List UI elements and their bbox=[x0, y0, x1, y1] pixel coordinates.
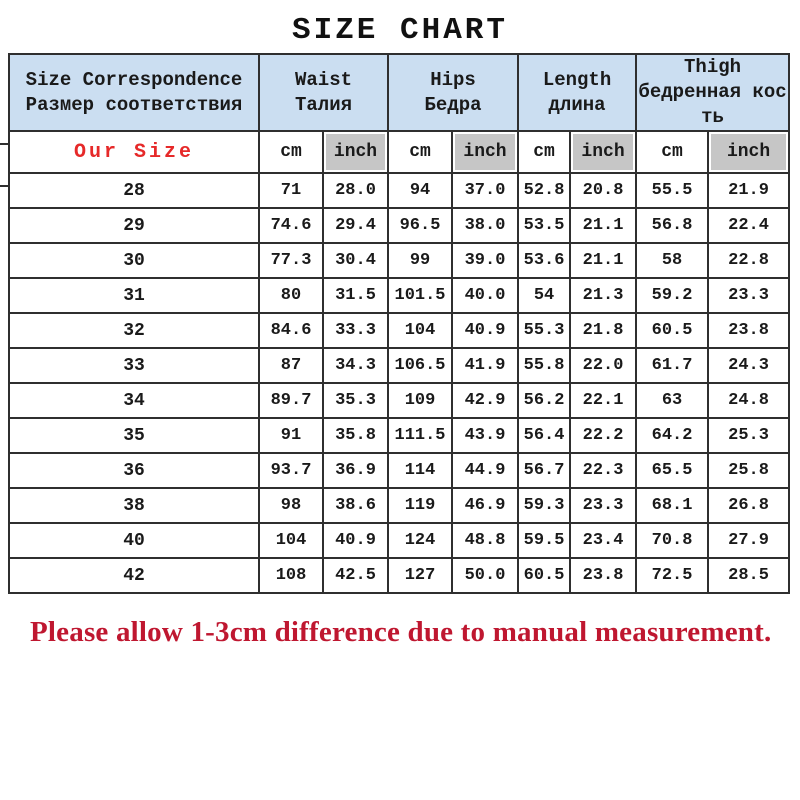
waist-inch-cell: 42.5 bbox=[323, 558, 388, 593]
length-inch-cell: 21.3 bbox=[570, 278, 636, 313]
hips-inch-cell: 39.0 bbox=[452, 243, 518, 278]
thigh-inch-cell: 23.3 bbox=[708, 278, 789, 313]
size-chart-table bbox=[8, 53, 790, 594]
waist-cm-cell: 93.7 bbox=[259, 453, 323, 488]
size-rows bbox=[9, 173, 789, 593]
length-inch-cell: 22.2 bbox=[570, 418, 636, 453]
hips-inch-cell: 37.0 bbox=[452, 173, 518, 208]
length-cm-cell: 56.7 bbox=[518, 453, 570, 488]
waist-inch-cell: 33.3 bbox=[323, 313, 388, 348]
col-header-hips bbox=[388, 54, 518, 131]
waist-inch-cell: 35.8 bbox=[323, 418, 388, 453]
size-cell: 28 bbox=[9, 173, 259, 208]
length-inch-cell: 23.4 bbox=[570, 523, 636, 558]
hips-cm-cell: 119 bbox=[388, 488, 452, 523]
thigh-inch-cell: 23.8 bbox=[708, 313, 789, 348]
length-cm-cell: 53.6 bbox=[518, 243, 570, 278]
hips-inch-cell: 44.9 bbox=[452, 453, 518, 488]
size-cell: 38 bbox=[9, 488, 259, 523]
waist-inch-cell: 31.5 bbox=[323, 278, 388, 313]
waist-inch-cell: 34.3 bbox=[323, 348, 388, 383]
thigh-inch-cell: 25.8 bbox=[708, 453, 789, 488]
hips-inch-cell: 40.9 bbox=[452, 313, 518, 348]
length-inch-cell: 22.0 bbox=[570, 348, 636, 383]
col-header-waist-en: Waist bbox=[295, 68, 353, 91]
waist-inch-cell: 40.9 bbox=[323, 523, 388, 558]
thigh-cm-cell: 72.5 bbox=[636, 558, 708, 593]
hips-inch-cell: 48.8 bbox=[452, 523, 518, 558]
length-inch-cell: 23.8 bbox=[570, 558, 636, 593]
thigh-cm-cell: 61.7 bbox=[636, 348, 708, 383]
length-inch-cell: 21.1 bbox=[570, 208, 636, 243]
thigh-cm-cell: 58 bbox=[636, 243, 708, 278]
hips-cm-label: cm bbox=[388, 131, 452, 173]
table-row bbox=[9, 488, 789, 523]
waist-inch-cell: 30.4 bbox=[323, 243, 388, 278]
length-cm-label: cm bbox=[518, 131, 570, 173]
page-title: SIZE CHART bbox=[291, 13, 509, 48]
hips-inch-cell: 46.9 bbox=[452, 488, 518, 523]
thigh-cm-cell: 55.5 bbox=[636, 173, 708, 208]
thigh-inch-cell: 22.8 bbox=[708, 243, 789, 278]
thigh-cm-cell: 65.5 bbox=[636, 453, 708, 488]
size-cell: 42 bbox=[9, 558, 259, 593]
length-cm-cell: 55.3 bbox=[518, 313, 570, 348]
length-inch-cell: 23.3 bbox=[570, 488, 636, 523]
waist-cm-label: cm bbox=[259, 131, 323, 173]
table-row bbox=[9, 313, 789, 348]
hips-inch-cell: 38.0 bbox=[452, 208, 518, 243]
hips-cm-cell: 114 bbox=[388, 453, 452, 488]
hips-inch-cell: 41.9 bbox=[452, 348, 518, 383]
waist-cm-cell: 87 bbox=[259, 348, 323, 383]
hips-inch-cell: 40.0 bbox=[452, 278, 518, 313]
thigh-inch-cell: 27.9 bbox=[708, 523, 789, 558]
thigh-inch-cell: 21.9 bbox=[708, 173, 789, 208]
waist-cm-cell: 91 bbox=[259, 418, 323, 453]
length-cm-cell: 54 bbox=[518, 278, 570, 313]
col-header-length bbox=[518, 54, 636, 131]
length-inch-cell: 22.1 bbox=[570, 383, 636, 418]
col-header-size-correspondence bbox=[9, 54, 259, 131]
header-row bbox=[9, 54, 789, 131]
table-row bbox=[9, 208, 789, 243]
size-cell: 35 bbox=[9, 418, 259, 453]
thigh-inch-label: inch bbox=[708, 131, 789, 173]
hips-inch-cell: 42.9 bbox=[452, 383, 518, 418]
table-row bbox=[9, 173, 789, 208]
col-header-size-ru: Размер соответствия bbox=[25, 93, 243, 116]
thigh-cm-cell: 59.2 bbox=[636, 278, 708, 313]
table-row bbox=[9, 278, 789, 313]
table-row bbox=[9, 348, 789, 383]
waist-cm-cell: 84.6 bbox=[259, 313, 323, 348]
table-row bbox=[9, 243, 789, 278]
thigh-cm-label: cm bbox=[636, 131, 708, 173]
hips-cm-cell: 104 bbox=[388, 313, 452, 348]
hips-inch-cell: 50.0 bbox=[452, 558, 518, 593]
thigh-inch-cell: 28.5 bbox=[708, 558, 789, 593]
length-inch-cell: 20.8 bbox=[570, 173, 636, 208]
col-header-size-en: Size Correspondence bbox=[25, 68, 243, 91]
col-header-hips-ru: Бедра bbox=[424, 93, 482, 116]
col-header-length-ru: длина bbox=[548, 93, 606, 116]
waist-cm-cell: 74.6 bbox=[259, 208, 323, 243]
hips-cm-cell: 99 bbox=[388, 243, 452, 278]
thigh-cm-cell: 64.2 bbox=[636, 418, 708, 453]
size-cell: 36 bbox=[9, 453, 259, 488]
size-cell: 40 bbox=[9, 523, 259, 558]
length-inch-cell: 22.3 bbox=[570, 453, 636, 488]
hips-cm-cell: 96.5 bbox=[388, 208, 452, 243]
size-cell: 34 bbox=[9, 383, 259, 418]
hips-inch-cell: 43.9 bbox=[452, 418, 518, 453]
waist-cm-cell: 71 bbox=[259, 173, 323, 208]
waist-cm-cell: 108 bbox=[259, 558, 323, 593]
hips-cm-cell: 111.5 bbox=[388, 418, 452, 453]
waist-inch-cell: 35.3 bbox=[323, 383, 388, 418]
size-cell: 33 bbox=[9, 348, 259, 383]
thigh-cm-cell: 56.8 bbox=[636, 208, 708, 243]
length-cm-cell: 59.5 bbox=[518, 523, 570, 558]
waist-cm-cell: 104 bbox=[259, 523, 323, 558]
waist-cm-cell: 98 bbox=[259, 488, 323, 523]
col-header-hips-en: Hips bbox=[430, 68, 476, 91]
size-cell: 31 bbox=[9, 278, 259, 313]
col-header-thigh-ru: бедренная кость bbox=[638, 81, 787, 128]
hips-inch-label: inch bbox=[452, 131, 518, 173]
hips-cm-cell: 109 bbox=[388, 383, 452, 418]
size-cell: 32 bbox=[9, 313, 259, 348]
thigh-inch-cell: 24.8 bbox=[708, 383, 789, 418]
table-row bbox=[9, 418, 789, 453]
col-header-waist-ru: Талия bbox=[295, 93, 353, 116]
table-row bbox=[9, 453, 789, 488]
thigh-cm-cell: 60.5 bbox=[636, 313, 708, 348]
thigh-inch-cell: 26.8 bbox=[708, 488, 789, 523]
length-inch-cell: 21.8 bbox=[570, 313, 636, 348]
length-cm-cell: 60.5 bbox=[518, 558, 570, 593]
hips-cm-cell: 127 bbox=[388, 558, 452, 593]
waist-cm-cell: 77.3 bbox=[259, 243, 323, 278]
thigh-cm-cell: 70.8 bbox=[636, 523, 708, 558]
waist-cm-cell: 89.7 bbox=[259, 383, 323, 418]
length-cm-cell: 55.8 bbox=[518, 348, 570, 383]
thigh-inch-cell: 22.4 bbox=[708, 208, 789, 243]
waist-inch-cell: 38.6 bbox=[323, 488, 388, 523]
left-edge-line bbox=[0, 143, 10, 145]
col-header-thigh bbox=[636, 54, 789, 131]
length-inch-label: inch bbox=[570, 131, 636, 173]
waist-inch-cell: 29.4 bbox=[323, 208, 388, 243]
size-cell: 30 bbox=[9, 243, 259, 278]
measurement-note: Please allow 1-3cm difference due to manual measurement. bbox=[30, 616, 772, 648]
thigh-inch-cell: 24.3 bbox=[708, 348, 789, 383]
our-size-label: Our Size bbox=[9, 131, 259, 173]
length-cm-cell: 56.2 bbox=[518, 383, 570, 418]
table-row bbox=[9, 383, 789, 418]
length-cm-cell: 56.4 bbox=[518, 418, 570, 453]
thigh-cm-cell: 63 bbox=[636, 383, 708, 418]
length-cm-cell: 52.8 bbox=[518, 173, 570, 208]
hips-cm-cell: 124 bbox=[388, 523, 452, 558]
left-edge-line bbox=[0, 185, 10, 187]
waist-inch-cell: 36.9 bbox=[323, 453, 388, 488]
table-row bbox=[9, 558, 789, 593]
waist-cm-cell: 80 bbox=[259, 278, 323, 313]
unit-header-row bbox=[9, 131, 789, 173]
hips-cm-cell: 101.5 bbox=[388, 278, 452, 313]
size-cell: 29 bbox=[9, 208, 259, 243]
length-inch-cell: 21.1 bbox=[570, 243, 636, 278]
thigh-inch-cell: 25.3 bbox=[708, 418, 789, 453]
thigh-cm-cell: 68.1 bbox=[636, 488, 708, 523]
col-header-length-en: Length bbox=[542, 68, 612, 91]
waist-inch-label: inch bbox=[323, 131, 388, 173]
length-cm-cell: 59.3 bbox=[518, 488, 570, 523]
col-header-thigh-en: Thigh bbox=[684, 56, 742, 78]
hips-cm-cell: 94 bbox=[388, 173, 452, 208]
length-cm-cell: 53.5 bbox=[518, 208, 570, 243]
table-row bbox=[9, 523, 789, 558]
col-header-waist bbox=[259, 54, 388, 131]
waist-inch-cell: 28.0 bbox=[323, 173, 388, 208]
hips-cm-cell: 106.5 bbox=[388, 348, 452, 383]
